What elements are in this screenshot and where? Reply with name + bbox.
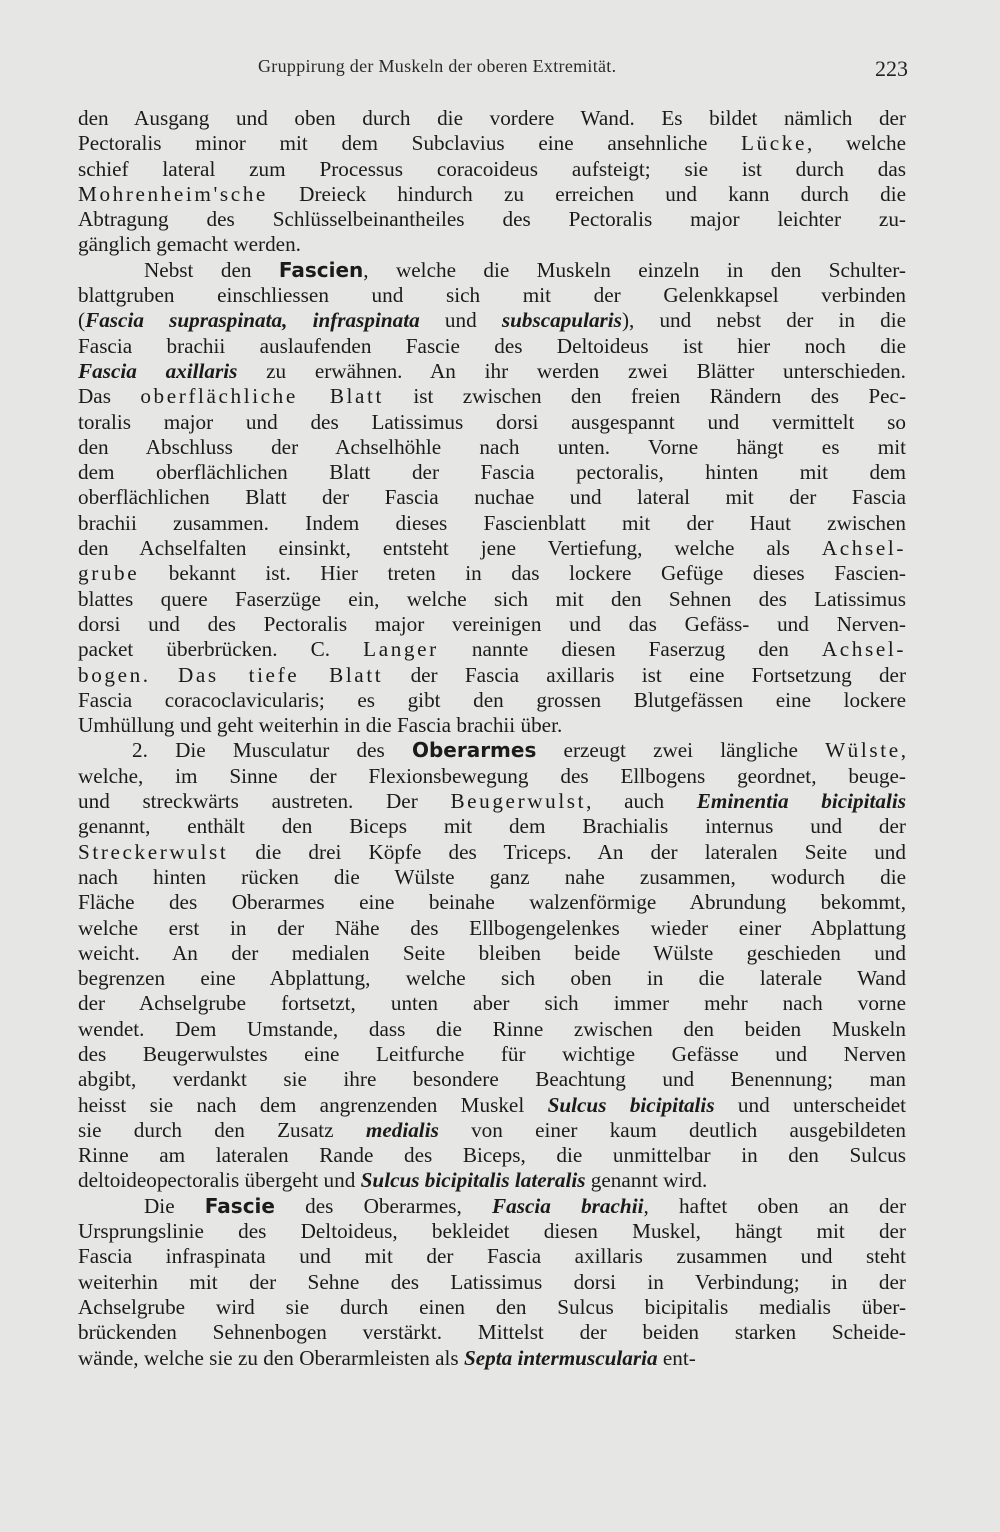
spaced-term: Das tiefe Blatt <box>177 662 384 687</box>
text-segment: nach hinten rücken die Wülste ganz nahe zusammen, wodurch die <box>78 864 906 889</box>
spaced-term: Wülste <box>825 738 901 763</box>
italic-term: medialis <box>365 1117 439 1142</box>
spaced-term: Streckerwulst <box>78 839 229 864</box>
text-segment: Rinne am lateralen Rande des Biceps, die unmittelbar in den Sulcus <box>78 1143 906 1168</box>
text-segment: blattgruben einschliessen und sich mit der Gelenkkapsel verbinden <box>78 283 906 308</box>
text-segment: Dreieck hindurch zu erreichen und kann durch die <box>267 181 906 206</box>
paragraph <box>78 738 906 1193</box>
text-segment: und streckwärts austreten. Der <box>78 789 451 814</box>
text-line <box>78 1118 906 1143</box>
text-line <box>78 410 906 435</box>
text-segment: heisst sie nach dem angrenzenden Muskel <box>78 1092 548 1117</box>
text-segment: Fascia coracoclavicularis; es gibt den grossen Blutgefässen eine lockere <box>78 687 906 712</box>
text-segment: ent- <box>657 1345 696 1370</box>
text-segment: sie durch den Zusatz <box>78 1117 366 1142</box>
text-line <box>78 637 906 662</box>
text-line <box>78 587 906 612</box>
paragraph <box>78 258 906 739</box>
text-line <box>78 485 906 510</box>
text-segment: der Fascia axillaris ist eine Fortsetzung der <box>383 662 906 687</box>
text-segment: Abtragung des Schlüsselbeinantheiles des Pectoralis major leichter zu- <box>78 207 906 232</box>
text-line <box>78 1194 906 1219</box>
text-line <box>78 1346 906 1371</box>
text-line <box>78 182 906 207</box>
text-line <box>78 283 906 308</box>
text-line <box>78 663 906 688</box>
text-segment: , welche <box>807 131 906 156</box>
text-line <box>78 890 906 915</box>
text-line <box>78 359 906 384</box>
text-segment: weicht. An der medialen Seite bleiben beide Wülste geschieden und <box>78 940 906 965</box>
italic-term: Sulcus bicipitalis lateralis <box>360 1168 586 1193</box>
bold-term: Oberarmes <box>411 738 537 763</box>
text-segment: des Beugerwulstes eine Leitfurche für wichtige Gefässe und Nerven <box>78 1041 906 1066</box>
text-segment <box>151 663 178 687</box>
text-segment: weiterhin mit der Sehne des Latissimus dorsi in Verbindung; in der <box>78 1269 906 1294</box>
text-line <box>78 511 906 536</box>
text-segment: , auch <box>586 789 697 814</box>
text-segment: dorsi und des Pectoralis major vereinigen und das Gefäss- und Nerven- <box>78 611 906 636</box>
spaced-term: Achsel- <box>821 536 906 561</box>
text-segment: begrenzen eine Abplattung, welche sich oben in die laterale Wand <box>78 966 906 991</box>
text-line <box>78 865 906 890</box>
paragraph <box>78 1194 906 1371</box>
text-segment: brachii zusammen. Indem dieses Fascienblatt mit der Haut zwischen <box>78 510 906 535</box>
text-segment: der Achselgrube fortsetzt, unten aber sich immer mehr nach vorne <box>78 991 906 1016</box>
text-line <box>78 916 906 941</box>
text-segment: Das <box>78 384 141 409</box>
spaced-term: Mohrenheim'sche <box>78 181 268 206</box>
text-line <box>78 157 906 182</box>
text-segment: abgibt, verdankt sie ihre besondere Beachtung und Benennung; man <box>78 1067 906 1092</box>
italic-term: Fascia supraspinata, infraspinata <box>85 308 420 333</box>
text-line <box>78 1270 906 1295</box>
text-segment: die drei Köpfe des Triceps. An der lateralen Seite und <box>228 839 906 864</box>
text-segment: deltoideopectoralis übergeht und <box>78 1168 361 1193</box>
text-line <box>78 536 906 561</box>
italic-term: Sulcus bicipitalis <box>547 1092 715 1117</box>
text-segment: Pectoralis minor mit dem Subclavius eine ansehnliche <box>78 131 742 156</box>
italic-term: Septa intermuscularia <box>463 1345 658 1370</box>
text-line <box>78 384 906 409</box>
text-line <box>78 738 906 763</box>
spaced-term: grube <box>78 561 140 586</box>
text-segment: wände, welche sie zu den Oberarmleisten als <box>78 1345 464 1370</box>
text-segment: und unterscheidet <box>714 1092 906 1117</box>
spaced-term: Langer <box>363 637 439 662</box>
paragraph <box>78 106 906 258</box>
text-line <box>78 713 906 738</box>
text-segment: den Achselfalten einsinkt, entsteht jene Vertiefung, welche als <box>78 536 822 561</box>
text-line <box>78 840 906 865</box>
text-segment: genannt wird. <box>585 1168 708 1193</box>
text-segment: wendet. Dem Umstande, dass die Rinne zwischen den beiden Muskeln <box>78 1016 906 1041</box>
text-segment: Achselgrube wird sie durch einen den Sulcus bicipitalis medialis über- <box>78 1294 906 1319</box>
bold-term: Fascie <box>204 1193 275 1218</box>
page-header <box>78 56 908 86</box>
text-line <box>78 1042 906 1067</box>
text-line <box>78 612 906 637</box>
text-segment: zu erwähnen. An ihr werden zwei Blätter unterschieden. <box>237 358 906 383</box>
text-segment: dem oberflächlichen Blatt der Fascia pectoralis, hinten mit dem <box>78 460 906 485</box>
text-segment: welche, im Sinne der Flexionsbewegung des Ellbogens geordnet, beuge- <box>78 763 906 788</box>
text-segment: 2. Die Musculatur des <box>132 738 412 763</box>
text-line <box>78 561 906 586</box>
text-segment: , welche die Muskeln einzeln in den Schulter- <box>363 257 906 282</box>
text-segment: erzeugt zwei längliche <box>536 738 826 763</box>
text-segment: , haftet oben an der <box>643 1193 906 1218</box>
text-segment: packet überbrücken. C. <box>78 637 364 662</box>
text-line <box>78 435 906 460</box>
italic-term: Eminentia bicipitalis <box>696 789 906 814</box>
text-line <box>78 207 906 232</box>
text-line <box>78 991 906 1016</box>
text-segment: schief lateral zum Processus coracoideus aufsteigt; sie ist durch das <box>78 156 906 181</box>
text-line <box>78 334 906 359</box>
text-segment: bekannt ist. Hier treten in das lockere Gefüge dieses Fascien- <box>139 561 906 586</box>
text-line <box>78 1067 906 1092</box>
spaced-term: Achsel- <box>821 637 906 662</box>
text-line <box>78 1320 906 1345</box>
text-segment: ( <box>78 308 86 333</box>
text-line <box>78 1244 906 1269</box>
text-segment: ), und nebst der in die <box>621 308 906 333</box>
running-title: Gruppirung der Muskeln der oberen Extremität. <box>258 56 617 76</box>
italic-term: Fascia axillaris <box>78 358 238 383</box>
text-line <box>78 1168 906 1193</box>
spaced-term: bogen. <box>78 662 151 687</box>
text-segment: den Abschluss der Achselhöhle nach unten. Vorne hängt es mit <box>78 434 906 459</box>
text-segment: den Ausgang und oben durch die vordere Wand. Es bildet nämlich der <box>78 106 906 130</box>
text-line <box>78 1295 906 1320</box>
text-segment: genannt, enthält den Biceps mit dem Brachialis internus und der <box>78 814 906 839</box>
text-segment: oberflächlichen Blatt der Fascia nuchae und lateral mit der Fascia <box>78 485 906 510</box>
text-segment: nannte diesen Faserzug den <box>438 637 822 662</box>
text-line <box>78 941 906 966</box>
text-segment: Fläche des Oberarmes eine beinahe walzenförmige Abrundung bekommt, <box>78 890 906 915</box>
italic-term: subscapularis <box>501 308 622 333</box>
text-line <box>78 789 906 814</box>
text-line <box>78 1093 906 1118</box>
text-line <box>78 1143 906 1168</box>
text-segment: und <box>419 308 502 333</box>
text-segment: gänglich gemacht werden. <box>78 232 301 257</box>
text-line <box>78 258 906 283</box>
body-text <box>78 106 906 1371</box>
text-segment: ist zwischen den freien Rändern des Pec- <box>384 384 906 409</box>
text-line <box>78 460 906 485</box>
text-segment: Fascia infraspinata und mit der Fascia axillaris zusammen und steht <box>78 1244 906 1269</box>
bold-term: Fascien <box>278 257 364 282</box>
text-segment: Nebst den <box>144 257 279 282</box>
text-line <box>78 106 906 131</box>
text-line <box>78 1219 906 1244</box>
text-line <box>78 308 906 333</box>
text-segment: Fascia brachii auslaufenden Fascie des Deltoideus ist hier noch die <box>78 333 906 358</box>
text-line <box>78 131 906 156</box>
text-segment: Ursprungslinie des Deltoideus, bekleidet diesen Muskel, hängt mit der <box>78 1219 906 1244</box>
text-segment: toralis major und des Latissimus dorsi ausgespannt und vermittelt so <box>78 409 906 434</box>
text-segment: , <box>900 738 906 763</box>
text-line <box>78 966 906 991</box>
spaced-term: Beugerwulst <box>450 789 587 814</box>
text-segment: blattes quere Faserzüge ein, welche sich mit den Sehnen des Latissimus <box>78 586 906 611</box>
text-line <box>78 688 906 713</box>
text-line <box>78 232 906 257</box>
text-segment: von einer kaum deutlich ausgebildeten <box>438 1117 906 1142</box>
spaced-term: oberflächliche Blatt <box>140 384 385 409</box>
italic-term: Fascia brachii <box>492 1193 644 1218</box>
text-line <box>78 764 906 789</box>
spaced-term: Lücke <box>741 131 807 156</box>
text-segment: welche erst in der Nähe des Ellbogengelenkes wieder einer Abplattung <box>78 915 906 940</box>
text-segment: Die <box>144 1193 205 1218</box>
text-segment: des Oberarmes, <box>274 1193 493 1218</box>
page-number: 223 <box>875 56 908 81</box>
text-line <box>78 814 906 839</box>
text-segment: Umhüllung und geht weiterhin in die Fascia brachii über. <box>78 713 563 738</box>
text-segment: brückenden Sehnenbogen verstärkt. Mittelst der beiden starken Scheide- <box>78 1320 906 1345</box>
text-line <box>78 1017 906 1042</box>
